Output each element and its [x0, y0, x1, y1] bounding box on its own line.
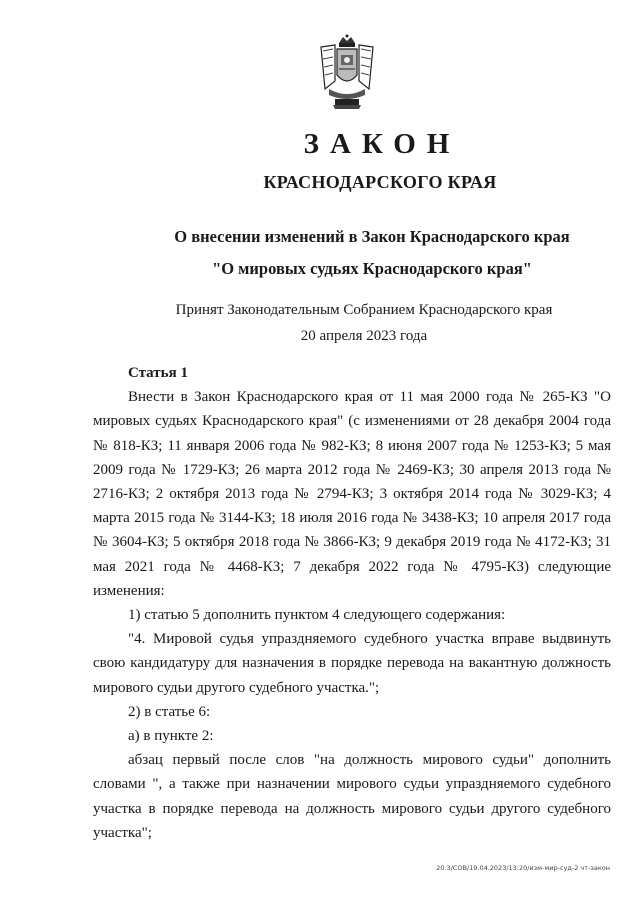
- adoption-date: 20 апреля 2023 года: [300, 328, 428, 344]
- law-title: ЗАКОН: [303, 128, 461, 160]
- amendment-item-2a-text: абзац первый после слов "на должность мирового судьи" дополнить словами ", а также при назначении мирового судьи упраздняемого судебного участка в порядке перевода на должность мирового судьи другого судебного участка";: [93, 752, 611, 841]
- adoption-info: [0, 297, 640, 349]
- adopted-by: Принят Законодательным Собранием Краснодарского края: [175, 302, 553, 318]
- subject-line-1: О внесении изменений в Закон Краснодарского края: [174, 227, 570, 246]
- amendment-item-2a: а) в пункте 2:: [128, 728, 214, 745]
- document-code: 20.3/СОВ/19.04.2023/13:20/изм-мир-суд-2 чт-закон: [436, 864, 610, 872]
- intro-paragraph: Внести в Закон Краснодарского края от 11 мая 2000 года № 265-КЗ "О мировых судьях Краснодарского края" (с изменениями от 28 декабря 2004 года № 818-КЗ; 11 января 2006 года № 982-КЗ; 8 июня 2007 года № 1253-КЗ; 5 мая 2009 года № 1729-КЗ; 26 марта 2012 года № 2469-КЗ; 30 апреля 2013 года № 2716-КЗ; 2 октября 2013 года № 2794-КЗ; 3 октября 2014 года № 3029-КЗ; 4 марта 2015 года № 3144-КЗ; 18 июля 2016 года № 3438-КЗ; 10 апреля 2017 года № 3604-КЗ; 5 октября 2018 года № 3866-КЗ; 9 декабря 2019 года № 4172-КЗ; 31 мая 2021 года № 4468-КЗ; 7 декабря 2022 года № 4795-КЗ) следующие изменения:: [93, 389, 611, 599]
- amendment-item-1: 1) статью 5 дополнить пунктом 4 следующего содержания:: [128, 607, 506, 624]
- amendment-item-2: 2) в статье 6:: [128, 703, 211, 720]
- law-subject: [0, 221, 640, 285]
- krasnodar-coat-of-arms-icon: [315, 33, 379, 111]
- subject-line-2: "О мировых судьях Краснодарского края": [212, 259, 532, 278]
- region-title: КРАСНОДАРСКОГО КРАЯ: [263, 172, 497, 192]
- article-heading: Статья 1: [128, 365, 188, 381]
- law-body: [93, 361, 611, 845]
- amendment-item-1-text: "4. Мировой судья упраздняемого судебного участка вправе выдвинуть свою кандидатуру для назначения в порядке перевода на вакантную должность мирового судьи другого судебного участка.";: [93, 631, 611, 696]
